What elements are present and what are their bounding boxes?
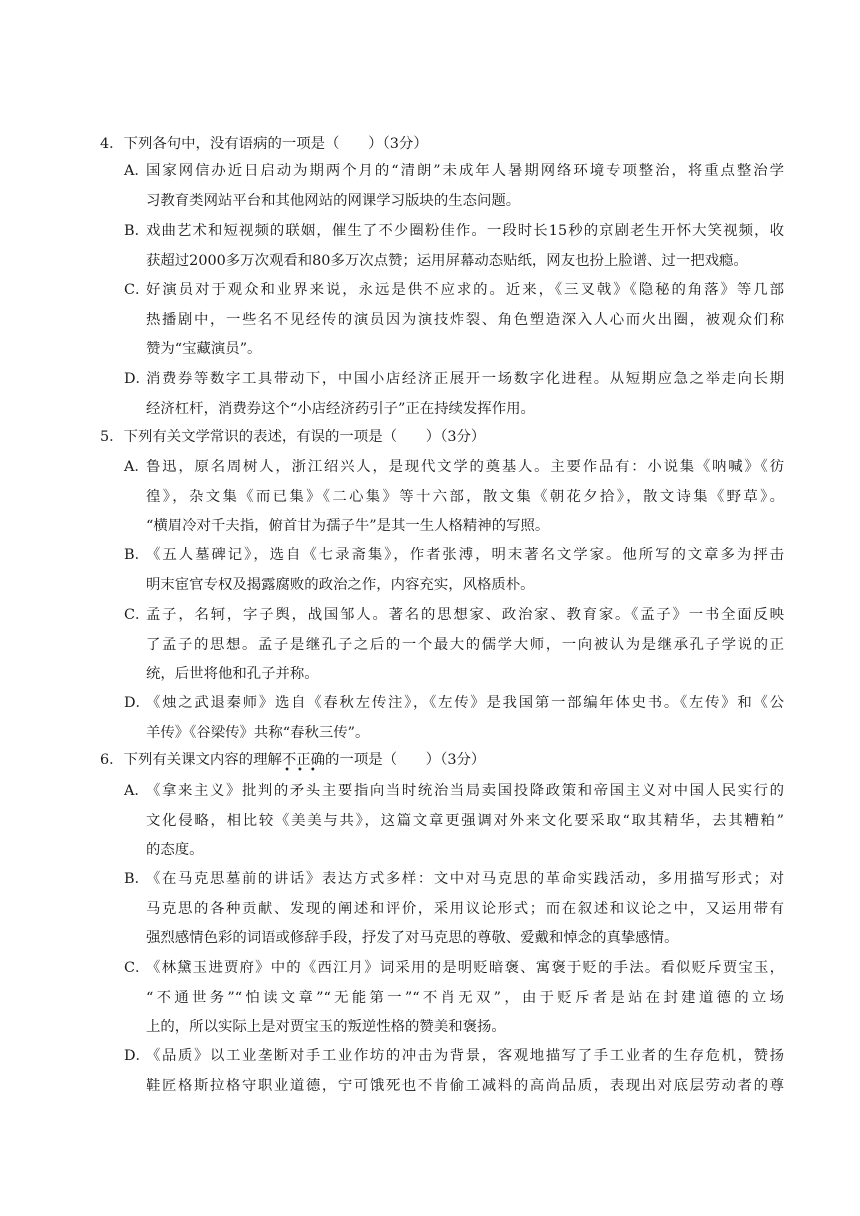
question-stem-after: 的一项是（ ）（3分）	[325, 752, 486, 768]
option-line: 羊传》《谷梁传》共称“春秋三传”。	[146, 724, 370, 741]
option-letter: C．	[124, 282, 150, 298]
option-line: 鞋匠格斯拉格守职业道德，宁可饿死也不肯偷工减料的高尚品质，表现出对底层劳动者的尊	[146, 1077, 784, 1094]
option-letter: B．	[124, 871, 149, 887]
emphasis-phrase	[281, 752, 326, 776]
question-5	[100, 425, 780, 449]
option-line: 的态度。	[146, 842, 204, 859]
option-line: 获超过2000多万次观看和80多万次点赞；运用屏幕动态贴纸，网友也扮上脸谱、过一把戏瘾。	[146, 252, 748, 269]
option-line: 热播剧中，一些名不见经传的演员因为演技炸裂、角色塑造深入人心而火出圈，被观众们称	[146, 311, 784, 328]
question-stem: 下列各句中，没有语病的一项是（ ）（3分）	[123, 136, 428, 152]
option-line: 马克思的各种贡献、发现的阐述和评价，采用议论形式；而在叙述和议论之中，又运用带有	[146, 900, 784, 917]
option-line: 《烛之武退秦师》选自《春秋左传注》，《左传》是我国第一部编年体史书。《左传》和《公	[146, 695, 784, 711]
emphasis-dots: •••	[284, 765, 323, 776]
option-line: 《在马克思墓前的讲话》表达方式多样：文中对马克思的革命实践活动，多用描写形式；对	[146, 871, 784, 887]
option-line: 统，后世将他和孔子并称。	[146, 666, 319, 683]
option-line: 经济杠杆，消费券这个“小店经济药引子”正在持续发挥作用。	[146, 400, 535, 417]
option-line: 《林黛玉进贾府》中的《西江月》词采用的是明贬暗褒、寓褒于贬的手法。看似贬斥贾宝玉，	[146, 960, 784, 976]
option-letter: D．	[124, 1048, 150, 1064]
option-line: 国家网信办近日启动为期两个月的“清朗”未成年人暑期网络环境专项整治，将重点整治学	[146, 163, 784, 179]
question-number: 4．	[100, 136, 124, 152]
option-letter: A．	[124, 459, 149, 475]
option-line: “不通世务”“怕读文章”“无能第一”“不肖无双”，由于贬斥者是站在封建道德的立场	[146, 989, 784, 1006]
emphasis-text: 不正确	[281, 752, 326, 768]
option-line: 消费券等数字工具带动下，中国小店经济正展开一场数字化进程。从短期应急之举走向长期	[146, 371, 784, 387]
question-stem: 下列有关文学常识的表述，有误的一项是（ ）（3分）	[123, 429, 486, 445]
option-line: 《品质》以工业垄断对手工业作坊的冲击为背景，客观地描写了手工业者的生存危机，赞扬	[146, 1048, 784, 1064]
option-line: 孟子，名轲，字子舆，战国邹人。著名的思想家、政治家、教育家。《孟子》一书全面反映	[146, 607, 784, 623]
option-letter: D．	[124, 371, 150, 387]
question-number: 5．	[100, 429, 124, 445]
option-line: 强烈感情色彩的词语或修辞手段，抒发了对马克思的尊敬、爱戴和悼念的真挚感情。	[146, 930, 679, 947]
question-6	[100, 748, 780, 776]
option-line: 徨》，杂文集《而已集》《二心集》等十六部，散文集《朝花夕拾》，散文诗集《野草》。	[146, 488, 784, 505]
option-line: 好演员对于观众和业界来说，永远是供不应求的。近来，《三叉戟》《隐秘的角落》等几部	[146, 282, 784, 298]
option-line: 文化侵略，相比较《美美与共》，这篇文章更强调对外来文化要采取“取其精华，去其糟粕”	[146, 812, 784, 829]
option-letter: C．	[124, 607, 150, 623]
option-line: “横眉冷对千夫指，俯首甘为孺子牛”是其一生人格精神的写照。	[146, 518, 550, 535]
question-4	[100, 132, 780, 156]
question-number: 6．	[100, 752, 124, 768]
option-letter: D．	[124, 695, 150, 711]
option-letter: A．	[124, 163, 149, 179]
option-line: 上的，所以实际上是对贾宝玉的叛逆性格的赞美和褒扬。	[146, 1019, 506, 1036]
option-line: 鲁迅，原名周树人，浙江绍兴人，是现代文学的奠基人。主要作品有：小说集《呐喊》《彷	[146, 459, 784, 475]
option-letter: C．	[124, 960, 150, 976]
option-letter: A．	[124, 783, 149, 799]
option-line: 《五人墓碑记》，选自《七录斋集》，作者张溥，明末著名文学家。他所写的文章多为抨击	[146, 547, 784, 563]
option-line: 习教育类网站平台和其他网站的网课学习版块的生态问题。	[146, 192, 521, 209]
option-letter: B．	[124, 547, 149, 563]
option-letter: B．	[124, 223, 149, 239]
option-line: 《拿来主义》批判的矛头主要指向当时统治当局卖国投降政策和帝国主义对中国人民实行的	[146, 783, 784, 799]
option-line: 了孟子的思想。孟子是继孔子之后的一个最大的儒学大师，一向被认为是继承孔子学说的正	[146, 636, 784, 653]
question-stem-before: 下列有关课文内容的理解	[123, 752, 282, 768]
option-line: 赞为“宝藏演员”。	[146, 341, 262, 358]
option-line: 戏曲艺术和短视频的联姻，催生了不少圈粉佳作。一段时长15秒的京剧老生开怀大笑视频，收	[146, 223, 784, 239]
option-line: 明末宦官专权及揭露腐败的政治之作，内容充实，风格质朴。	[146, 576, 535, 593]
